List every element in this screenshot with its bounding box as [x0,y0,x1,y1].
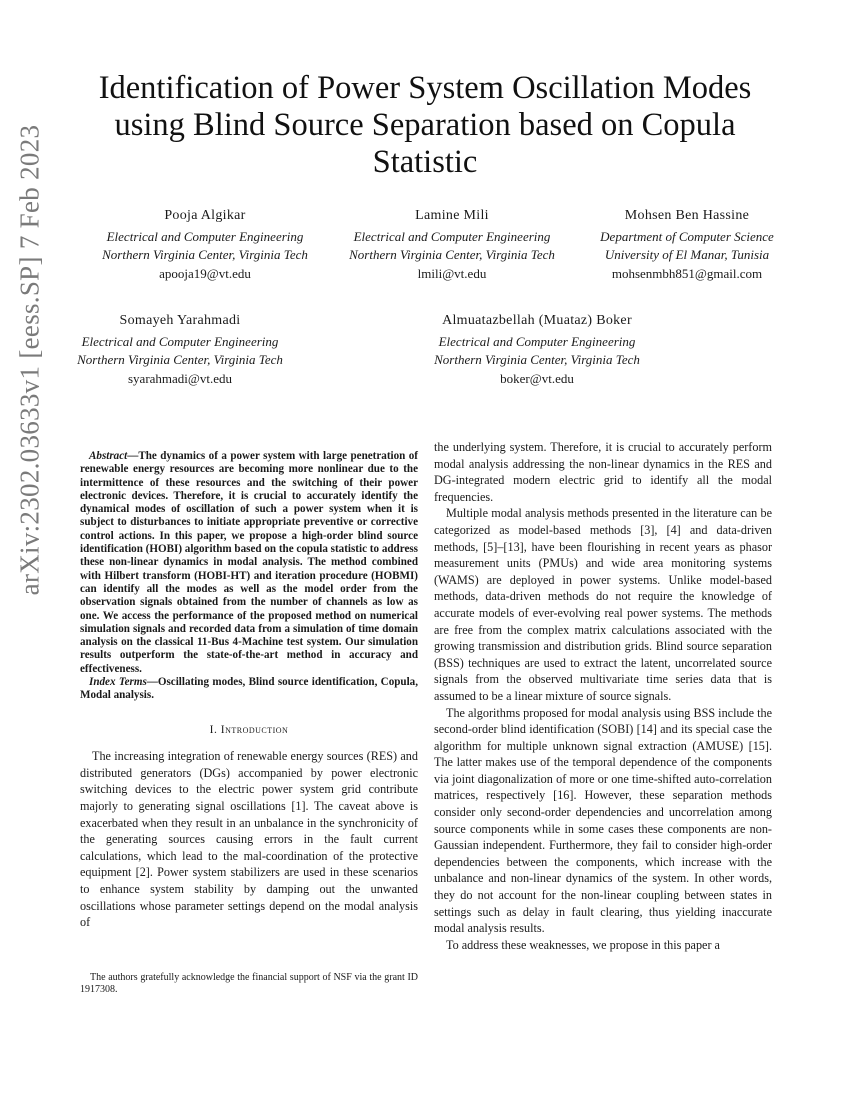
author-block [55,312,305,388]
author-name: Lamine Mili [415,208,489,223]
author-department: Department of Computer Science [600,228,774,244]
arxiv-identifier-text: arXiv:2302.03633v1 [eess.SP] 7 Feb 2023 [14,124,45,596]
author-institution: Northern Virginia Center, Virginia Tech [349,247,555,262]
footnote: The authors gratefully acknowledge the financial support of NSF via the grant ID 1917308. [80,972,418,995]
author-email: syarahmadi@vt.edu [127,370,233,386]
author-department: Electrical and Computer Engineering [106,228,304,244]
right-column [434,439,772,953]
paragraph: To address these weaknesses, we propose in this paper a [446,937,720,952]
abstract [80,450,418,676]
author-name: Somayeh Yarahmadi [119,313,241,328]
author-department: Electrical and Computer Engineering [353,228,551,244]
author-name: Almuatazbellah (Muataz) Boker [442,313,632,328]
author-email: mohsenmbh851@gmail.com [611,265,763,281]
index-terms-label: Index Terms [89,676,147,689]
abstract-label: Abstract [89,450,128,462]
author-block [327,207,577,283]
author-department: Electrical and Computer Engineering [81,333,279,349]
author-block [80,207,330,283]
author-institution: Northern Virginia Center, Virginia Tech [434,352,640,367]
left-column [80,450,418,931]
author-institution: Northern Virginia Center, Virginia Tech [102,247,308,262]
paragraph: the underlying system. Therefore, it is crucial to accurately perform modal analysis addressing the non-linear dynamics in the RES and DG-integrated modern electric grid to identify all the modal frequencies. [434,440,772,504]
author-email: boker@vt.edu [500,370,574,386]
index-terms [80,676,418,703]
paragraph: The increasing integration of renewable energy sources (RES) and distributed generators (DGs) accompanied by power electronic switching devices to the electric power system grid contribute majorly to generating signal oscillations [1]. The caveat above is exacerbated when they result in an unbalance in the synchronicity of the generating sources causing errors in the fault current calculations, which lead to the mal-coordination of the protective equipment [2]. Power system stabilizers are used in these scenarios to enhance system stability by damping out the unwanted oscillations whose parameter settings depend on the modal analysis of [80,749,418,930]
author-email: lmili@vt.edu [417,265,487,281]
paragraph: The algorithms proposed for modal analysis using BSS include the second-order blind identification (SOBI) [14] and its special case the algorithm for multiple unknown signal extraction (AMUSE) [15]. The latter makes use of the temporal dependence of the components via joint diagonalization of more or one time-shifted auto-correlation matrices, respectively [16]. However, these separation methods consider only second-order dependencies and uncorrelation among source components while in some cases these components are non-Gaussian independent. Furthermore, they fail to consider high-order dependencies between the components, which increase with the unbalance and non-linear dynamics of the system. In other words, they do not account for the non-linear coupling between states in settings such as delay in fault clearing, thus yielding inaccurate modal analysis results. [434,705,772,936]
author-institution: University of El Manar, Tunisia [604,247,770,262]
author-name: Mohsen Ben Hassine [624,208,750,223]
author-email: apooja19@vt.edu [159,265,251,281]
author-block [578,207,796,283]
author-institution: Northern Virginia Center, Virginia Tech [77,352,283,367]
author-department: Electrical and Computer Engineering [438,333,636,349]
arxiv-identifier [10,20,50,700]
author-block [412,312,662,388]
paper-title: Identification of Power System Oscillation Modes using Blind Source Separation based on Copula Statistic [98,70,752,180]
author-name: Pooja Algikar [164,208,246,223]
index-terms-text: —Oscillating modes, Blind source identification, Copula, Modal analysis. [80,676,418,702]
abstract-text: —The dynamics of a power system with large penetration of renewable energy resources are becoming more nonlinear due to the intermittence of these resources and the switching of their power electronic devices. Therefore, it is crucial to accurately identify the dynamical modes of oscillation of such a power system when it is subject to disturbances to initiate appropriate preventive or corrective control actions. In this paper, we propose a high-order blind source identification (HOBI) algorithm based on the copula statistic to address these non-linear dynamics in modal analysis. The method combined with Hilbert transform (HOBI-HT) and iteration procedure (HOBMI) can identify all the modes as well as the model order from the observation signals obtained from the number of channels as low as one. We access the performance of the proposed method on numerical simulation signals and recorded data from a simulation of time domain analysis on the classical 11-Bus 4-Machine test system. Our simulation results outperform the state-of-the-art method in accuracy and effectiveness. [80,450,418,675]
paragraph: Multiple modal analysis methods presented in the literature can be categorized as model-based methods [3], [4] and data-driven methods, [5]–[13], have been flourishing in recent years as phasor measurement units (PMUs) and wide area monitoring systems (WAMS) are deployed in power systems. Unlike model-based methods, data-driven methods do not require the knowledge of accurate models of ever-evolving real power systems. The methods are free from the complex matrix calculations associated with the growing transmission and distribution grids. Blind source separation (BSS) techniques are used to extract the latent, uncorrelated source signals from the observed multivariate time series data that is assumed to be a linear mixture of source signals. [434,506,772,703]
section-heading: I. Introduction [209,723,289,736]
